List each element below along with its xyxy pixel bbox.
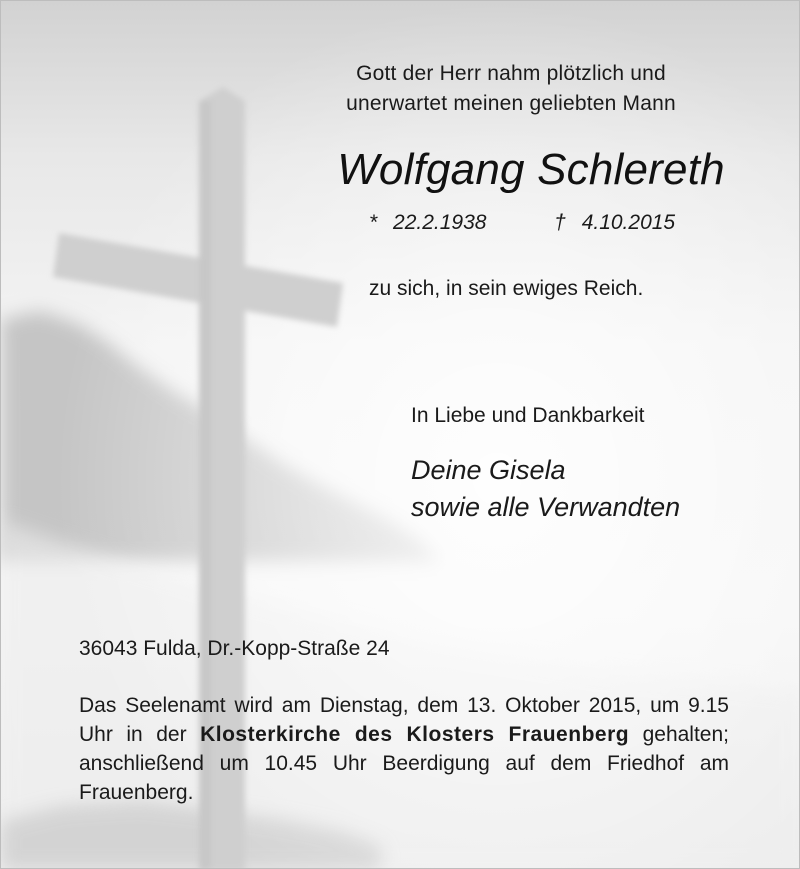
- birth-symbol: *: [369, 211, 378, 234]
- mourner-line-1: Deine Gisela: [411, 455, 566, 485]
- service-text-part2: gehalten; anschließend um 10.45 Uhr Beerdigung auf dem Friedhof am Frauenberg.: [79, 723, 729, 804]
- service-announcement: [79, 691, 729, 807]
- mourners: [411, 452, 680, 526]
- birth-date: 22.2.1938: [393, 211, 487, 234]
- address: 36043 Fulda, Dr.-Kopp-Straße 24: [79, 637, 390, 660]
- service-venue: Klosterkirche des Klosters Frauenberg: [200, 723, 630, 746]
- death-symbol: †: [554, 211, 566, 234]
- death-date: 4.10.2015: [581, 211, 676, 234]
- deceased-name: Wolfgang Schlereth: [337, 145, 725, 194]
- service-text-part1: Das Seelenamt wird am Dienstag, dem 13. Oktober 2015, um 9.15 Uhr in der: [79, 694, 729, 746]
- intro-text: [301, 59, 721, 119]
- life-dates: [369, 211, 675, 235]
- intro-line-2: unerwartet meinen geliebten Mann: [346, 92, 676, 115]
- signoff-phrase: In Liebe und Dankbarkeit: [411, 404, 645, 427]
- mourner-line-2: sowie alle Verwandten: [411, 492, 681, 522]
- closing-line: zu sich, in sein ewiges Reich.: [369, 277, 644, 300]
- intro-line-1: Gott der Herr nahm plötzlich und: [356, 62, 666, 85]
